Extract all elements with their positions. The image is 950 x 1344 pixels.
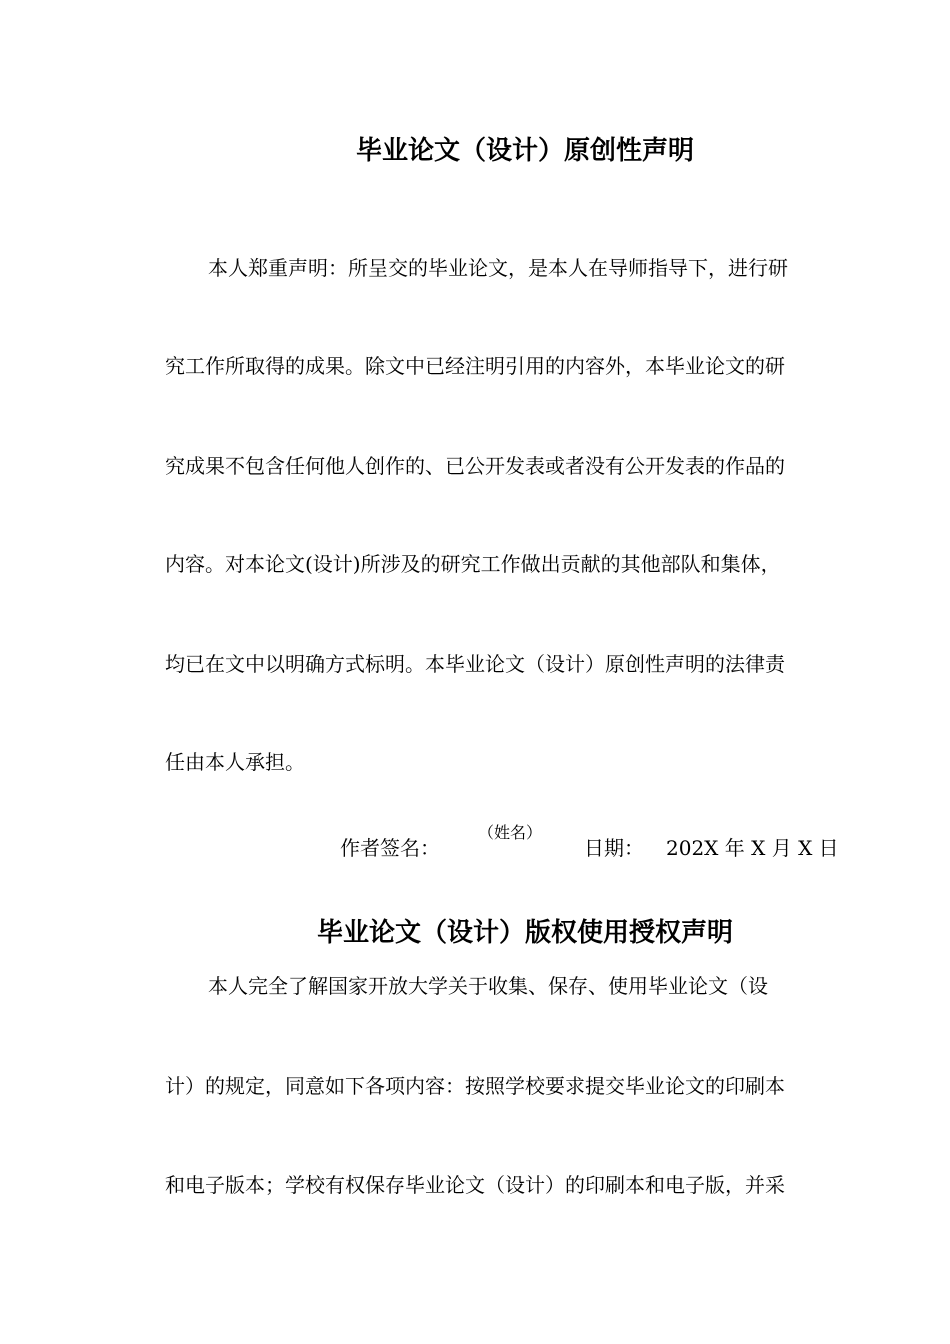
declaration-paragraph-line: 内容。对本论文(设计)所涉及的研究工作做出贡献的其他部队和集体， [165, 552, 781, 576]
declaration-paragraph-line: 究成果不包含任何他人创作的、已公开发表或者没有公开发表的作品的 [165, 454, 785, 478]
date-label: 日期： [584, 836, 644, 860]
originality-declaration-title: 毕业论文（设计）原创性声明 [355, 136, 694, 166]
declaration-paragraph-line: 均已在文中以明确方式标明。本毕业论文（设计）原创性声明的法律责 [165, 652, 785, 676]
author-name-placeholder: （姓名） [478, 823, 543, 842]
authorization-paragraph-line: 和电子版本；学校有权保存毕业论文（设计）的印刷本和电子版，并采 [165, 1173, 785, 1197]
declaration-paragraph-line: 任由本人承担。 [165, 750, 305, 774]
authorization-paragraph-line: 计）的规定，同意如下各项内容：按照学校要求提交毕业论文的印刷本 [165, 1074, 785, 1098]
authorization-paragraph-line: 本人完全了解国家开放大学关于收集、保存、使用毕业论文（设 [208, 974, 768, 998]
date-value: 202X 年 X 月 X 日 [666, 836, 839, 860]
author-signature-label: 作者签名： [340, 836, 440, 860]
declaration-paragraph-line: 究工作所取得的成果。除文中已经注明引用的内容外，本毕业论文的研 [165, 354, 785, 378]
declaration-paragraph-line: 本人郑重声明：所呈交的毕业论文，是本人在导师指导下，进行研 [208, 256, 788, 280]
copyright-authorization-title: 毕业论文（设计）版权使用授权声明 [316, 918, 733, 948]
